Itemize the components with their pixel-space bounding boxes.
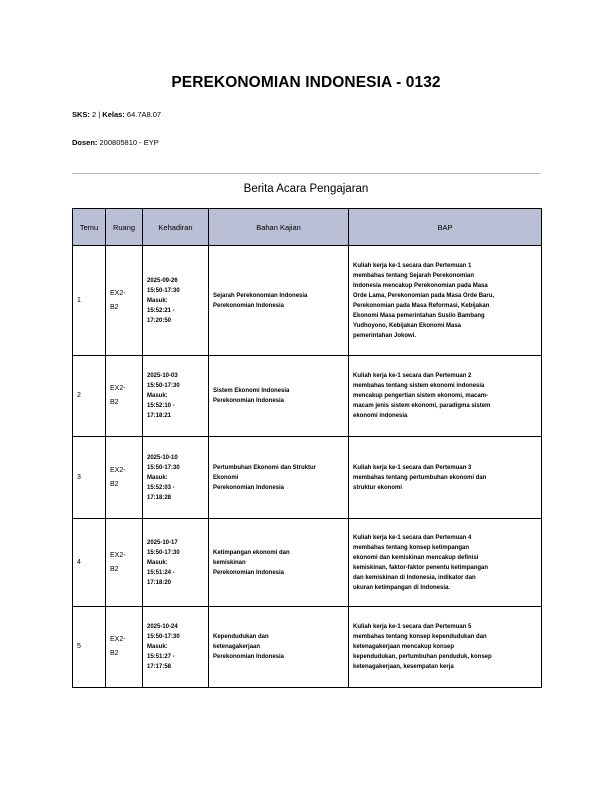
ruang-cell (106, 437, 143, 519)
kehadiran-line: 2025-10-10 (147, 454, 178, 461)
bap-line: membahas tentang konsep kependudukan dan (353, 634, 487, 640)
bahan-line: Pertumbuhan Ekonomi dan Struktur (213, 464, 317, 471)
bap-line: Ekonomi Masa pemerintahan Susilo Bambang (353, 312, 485, 319)
bap-cell (349, 607, 542, 688)
kehadiran-cell (143, 437, 209, 519)
bahan-line: Perekonomian Indonesia (213, 398, 285, 404)
kehadiran-line: 15:50-17:30 (147, 549, 180, 556)
ruang-line: EX2- (110, 636, 126, 643)
temu-cell: 2 (73, 356, 106, 437)
kehadiran-line: Masuk: (147, 297, 168, 304)
kehadiran-line: 2025-09-26 (147, 277, 178, 284)
ruang-cell (106, 246, 143, 356)
kehadiran-line: 15:52:21 - (147, 307, 175, 314)
bahan-line: Ekonomi (213, 474, 239, 481)
kehadiran-cell (143, 607, 209, 688)
header-bap: BAP (349, 209, 542, 246)
kehadiran-line: 17:20:50 (147, 317, 172, 324)
kelas-value: 64.7A8.07 (124, 110, 162, 119)
ruang-line: EX2- (110, 466, 126, 474)
table-header-row (73, 209, 542, 246)
bap-line: kependudukan, pertumbuhan penduduk, konsep (353, 654, 492, 660)
kehadiran-cell (143, 356, 209, 437)
kehadiran-line: Masuk: (147, 474, 168, 481)
bahan-kajian-cell (209, 437, 349, 519)
document-title: PEREKONOMIAN INDONESIA - 0132 (171, 74, 441, 91)
kehadiran-line: 17:18:20 (147, 579, 172, 586)
bap-line: membahas tentang pertumbuhan ekonomi dan (353, 474, 487, 481)
ruang-cell (106, 356, 143, 437)
bap-line: membahas tentang konsep ketimpangan (353, 544, 470, 551)
course-meta (72, 110, 161, 119)
bahan-line: kemiskinan (213, 559, 246, 566)
bap-line: membahas tentang sistem ekonomi indonesia (353, 383, 485, 389)
header-bahan-kajian: Bahan Kajian (209, 209, 349, 246)
teaching-record-table (72, 208, 542, 688)
table-row (73, 437, 542, 519)
section-title: Berita Acara Pengajaran (243, 183, 369, 195)
ruang-line: EX2- (110, 289, 126, 297)
bap-line: ketenagakerjaan, kesempatan kerja (353, 664, 454, 670)
kehadiran-line: 15:52:03 - (147, 484, 175, 491)
bap-line: Perekonomian pada Masa Reformasi, Kebijakan (353, 302, 490, 309)
bap-line: Kuliah kerja ke-1 secara dan Pertemuan 1 (353, 262, 472, 269)
table-row (73, 519, 542, 607)
ruang-cell (106, 607, 143, 688)
bap-line: ekonomi indonesia (353, 413, 408, 419)
sks-value: 2 | (89, 110, 103, 119)
header-ruang: Ruang (106, 209, 143, 246)
bahan-line: Sejarah Perekonomian Indonesia (213, 292, 308, 299)
bap-line: ukuran ketimpangan di Indonesia. (353, 584, 451, 591)
lecturer-meta (72, 138, 159, 147)
bahan-line: Perekonomian Indonesia (213, 654, 285, 660)
temu-cell: 5 (73, 607, 106, 688)
kehadiran-line: 2025-10-17 (147, 539, 178, 546)
bap-line: struktur ekonomi (353, 484, 403, 491)
bahan-kajian-cell (209, 356, 349, 437)
ruang-line: B2 (110, 565, 119, 573)
kehadiran-line: 17:17:58 (147, 664, 172, 670)
kehadiran-line: 15:51:27 - (147, 654, 175, 660)
bap-line: Kuliah kerja ke-1 secara dan Pertemuan 5 (353, 624, 472, 630)
bahan-line: ketenagakerjaan (213, 644, 261, 650)
bahan-kajian-cell (209, 246, 349, 356)
bap-line: macam jenis sistem ekonomi, paradigma sistem (353, 403, 491, 409)
temu-cell: 1 (73, 246, 106, 356)
bahan-line: Sistem Ekonomi Indonesia (213, 388, 290, 394)
kehadiran-line: 15:52:10 - (147, 403, 175, 409)
kehadiran-line: 17:18:21 (147, 413, 172, 419)
bap-line: kemiskinan, faktor-faktor penentu ketimpangan (353, 564, 489, 571)
bap-cell (349, 356, 542, 437)
table-row (73, 246, 542, 356)
kehadiran-line: 2025-10-24 (147, 624, 178, 630)
kehadiran-line: Masuk: (147, 393, 168, 399)
kehadiran-cell (143, 246, 209, 356)
dosen-value: 200805810 - EYP (97, 138, 159, 147)
bahan-line: Kependudukan dan (213, 634, 269, 640)
bap-line: ekonomi dan kemiskinan mencakup definisi (353, 554, 479, 561)
bahan-line: Perekonomian Indonesia (213, 484, 285, 491)
bap-line: membahas tentang Sejarah Perekonomian (353, 272, 475, 279)
bap-line: pemerintahan Jokowi. (353, 332, 417, 339)
ruang-line: B2 (110, 480, 119, 488)
bap-line: Yudhoyono, Kebijakan Ekonomi Masa (353, 322, 462, 329)
ruang-line: B2 (110, 303, 119, 311)
sks-label: SKS: (72, 110, 90, 119)
bap-line: Orde Lama, Perekonomian pada Masa Orde Baru, (353, 292, 495, 299)
bap-line: dan kemiskinan di Indonesia, indikator dan (353, 574, 476, 581)
bahan-line: Ketimpangan ekonomi dan (213, 549, 290, 556)
kehadiran-line: 2025-10-03 (147, 373, 178, 379)
bap-line: Indonesia mencakup Perekonomian pada Masa (353, 282, 488, 289)
kehadiran-line: 15:50-17:30 (147, 634, 180, 640)
table-row (73, 607, 542, 688)
ruang-line: EX2- (110, 385, 126, 392)
kelas-label: Kelas: (102, 110, 125, 119)
dosen-label: Dosen: (72, 138, 98, 147)
kehadiran-line: 15:51:24 - (147, 569, 175, 576)
bahan-line: Perekonomian Indonesia (213, 569, 285, 576)
kehadiran-line: 15:50-17:30 (147, 287, 180, 294)
kehadiran-line: Masuk: (147, 644, 168, 650)
bap-line: mencakup pengertian sistem ekonomi, macam- (353, 393, 489, 399)
ruang-line: B2 (110, 650, 119, 657)
temu-cell: 3 (73, 437, 106, 519)
bahan-kajian-cell (209, 519, 349, 607)
ruang-cell (106, 519, 143, 607)
kehadiran-line: 17:18:28 (147, 494, 172, 501)
header-temu: Temu (73, 209, 106, 246)
kehadiran-line: 15:50-17:30 (147, 464, 180, 471)
kehadiran-cell (143, 519, 209, 607)
bahan-kajian-cell (209, 607, 349, 688)
kehadiran-line: 15:50-17:30 (147, 383, 180, 389)
temu-cell: 4 (73, 519, 106, 607)
ruang-line: EX2- (110, 551, 126, 559)
bap-cell (349, 519, 542, 607)
bap-line: ketenagakerjaan mencakup konsep (353, 644, 455, 650)
divider (72, 173, 540, 174)
bap-line: Kuliah kerja ke-1 secara dan Pertemuan 4 (353, 534, 472, 541)
table-row (73, 356, 542, 437)
kehadiran-line: Masuk: (147, 559, 168, 566)
bap-cell (349, 437, 542, 519)
ruang-line: B2 (110, 399, 119, 406)
bahan-line: Perekonomian Indonesia (213, 302, 285, 309)
bap-line: Kuliah kerja ke-1 secara dan Pertemuan 2 (353, 373, 472, 379)
bap-cell (349, 246, 542, 356)
bap-line: Kuliah kerja ke-1 secara dan Pertemuan 3 (353, 464, 472, 471)
header-kehadiran: Kehadiran (143, 209, 209, 246)
